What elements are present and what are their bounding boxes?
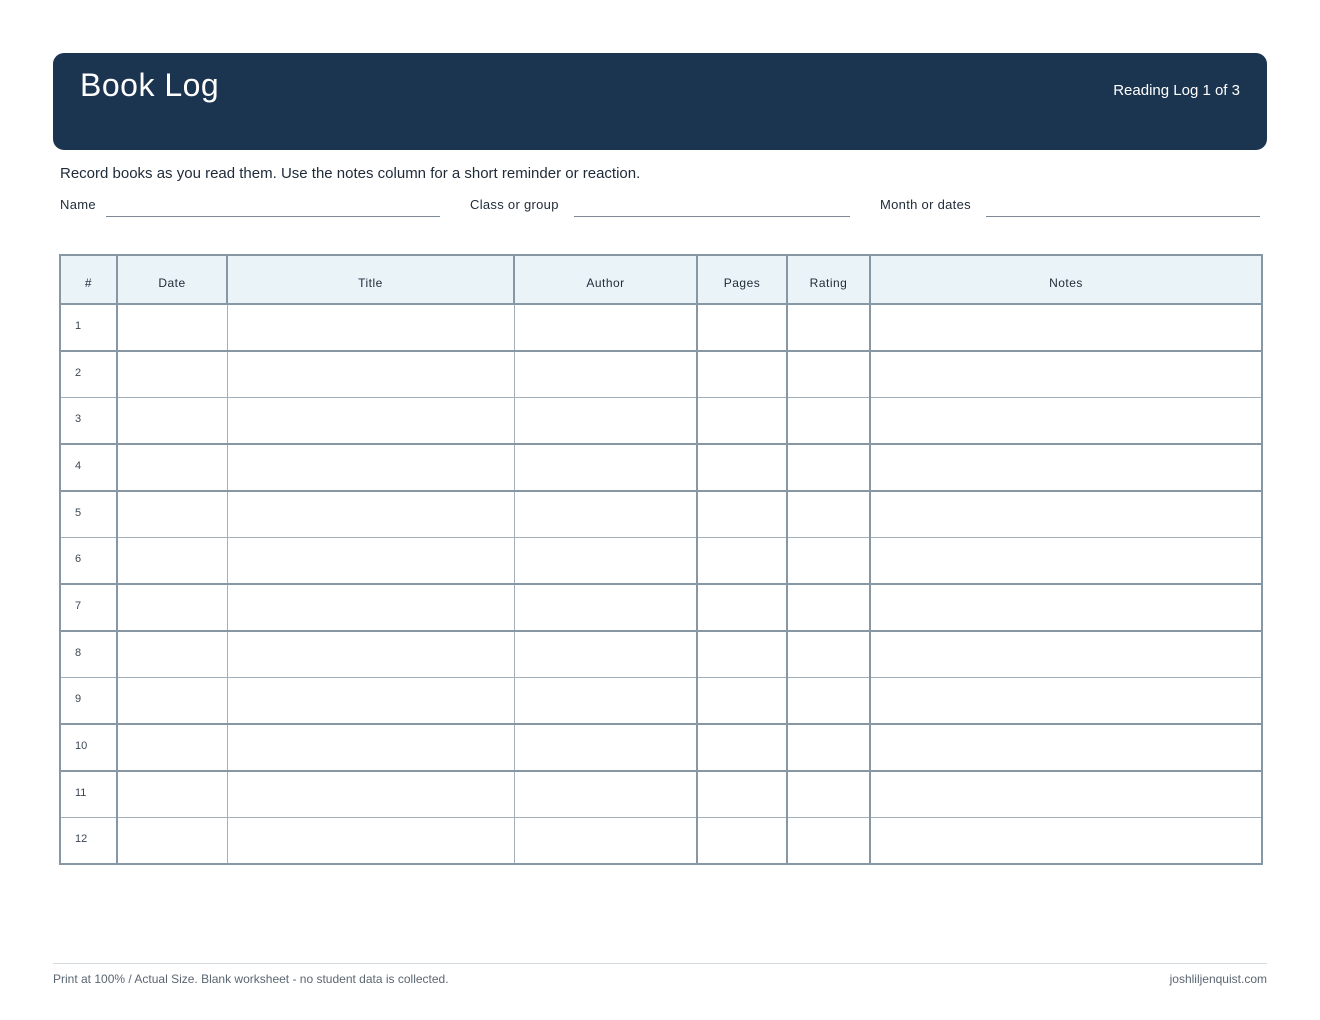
table-row [60,771,1262,818]
table-row [60,724,1262,771]
pages-cell[interactable] [697,491,787,538]
title-cell[interactable] [227,538,514,585]
pages-cell[interactable] [697,538,787,585]
notes-cell[interactable] [870,771,1262,818]
column-header-pages: Pages [697,255,787,304]
rating-cell[interactable] [787,584,870,631]
row-number: 1 [60,304,117,351]
table-row [60,538,1262,585]
pages-cell[interactable] [697,351,787,398]
author-cell[interactable] [514,678,697,725]
notes-cell[interactable] [870,678,1262,725]
row-number: 5 [60,491,117,538]
page-title: Book Log [80,67,220,103]
footer-site: joshliljenquist.com [1169,972,1267,986]
class-label: Class or group [470,197,559,212]
rating-cell[interactable] [787,771,870,818]
page-subtitle: Reading Log 1 of 3 [1113,82,1240,99]
table-row [60,351,1262,398]
title-cell[interactable] [227,771,514,818]
date-cell[interactable] [117,444,227,491]
pages-cell[interactable] [697,678,787,725]
date-cell[interactable] [117,771,227,818]
notes-cell[interactable] [870,538,1262,585]
author-cell[interactable] [514,538,697,585]
class-field[interactable] [574,216,850,217]
table-row [60,444,1262,491]
author-cell[interactable] [514,304,697,351]
table-row [60,584,1262,631]
column-header-number: # [60,255,117,304]
table-row [60,631,1262,678]
date-cell[interactable] [117,304,227,351]
pages-cell[interactable] [697,818,787,865]
footer-note: Print at 100% / Actual Size. Blank worksheet - no student data is collected. [53,972,449,986]
date-cell[interactable] [117,631,227,678]
notes-cell[interactable] [870,351,1262,398]
row-number: 6 [60,538,117,585]
rating-cell[interactable] [787,818,870,865]
author-cell[interactable] [514,724,697,771]
column-header-date: Date [117,255,227,304]
notes-cell[interactable] [870,444,1262,491]
page-header [53,53,1267,150]
rating-cell[interactable] [787,631,870,678]
notes-cell[interactable] [870,304,1262,351]
title-cell[interactable] [227,304,514,351]
row-number: 8 [60,631,117,678]
date-cell[interactable] [117,538,227,585]
pages-cell[interactable] [697,724,787,771]
notes-cell[interactable] [870,631,1262,678]
title-cell[interactable] [227,818,514,865]
title-cell[interactable] [227,678,514,725]
column-header-title: Title [227,255,514,304]
pages-cell[interactable] [697,631,787,678]
pages-cell[interactable] [697,771,787,818]
rating-cell[interactable] [787,678,870,725]
row-number: 7 [60,584,117,631]
date-cell[interactable] [117,818,227,865]
rating-cell[interactable] [787,444,870,491]
name-field[interactable] [106,216,440,217]
notes-cell[interactable] [870,584,1262,631]
rating-cell[interactable] [787,538,870,585]
row-number: 3 [60,398,117,445]
rating-cell[interactable] [787,304,870,351]
title-cell[interactable] [227,491,514,538]
title-cell[interactable] [227,398,514,445]
date-cell[interactable] [117,491,227,538]
table-row [60,678,1262,725]
month-label: Month or dates [880,197,971,212]
pages-cell[interactable] [697,584,787,631]
notes-cell[interactable] [870,491,1262,538]
author-cell[interactable] [514,351,697,398]
author-cell[interactable] [514,444,697,491]
title-cell[interactable] [227,724,514,771]
title-cell[interactable] [227,584,514,631]
rating-cell[interactable] [787,398,870,445]
month-field[interactable] [986,216,1260,217]
column-header-author: Author [514,255,697,304]
date-cell[interactable] [117,398,227,445]
name-label: Name [60,197,96,212]
rating-cell[interactable] [787,724,870,771]
date-cell[interactable] [117,724,227,771]
rating-cell[interactable] [787,351,870,398]
table-row [60,398,1262,445]
row-number: 9 [60,678,117,725]
row-number: 10 [60,724,117,771]
rating-cell[interactable] [787,491,870,538]
table-row [60,818,1262,865]
author-cell[interactable] [514,584,697,631]
title-cell[interactable] [227,631,514,678]
table-row [60,304,1262,351]
table-header-row [60,255,1262,304]
author-cell[interactable] [514,771,697,818]
pages-cell[interactable] [697,444,787,491]
notes-cell[interactable] [870,818,1262,865]
notes-cell[interactable] [870,724,1262,771]
table-row [60,491,1262,538]
row-number: 11 [60,771,117,818]
book-log-table [59,254,1263,865]
pages-cell[interactable] [697,304,787,351]
title-cell[interactable] [227,444,514,491]
author-cell[interactable] [514,631,697,678]
column-header-rating: Rating [787,255,870,304]
author-cell[interactable] [514,818,697,865]
title-cell[interactable] [227,351,514,398]
notes-cell[interactable] [870,398,1262,445]
author-cell[interactable] [514,398,697,445]
author-cell[interactable] [514,491,697,538]
date-cell[interactable] [117,351,227,398]
pages-cell[interactable] [697,398,787,445]
date-cell[interactable] [117,584,227,631]
row-number: 12 [60,818,117,865]
date-cell[interactable] [117,678,227,725]
row-number: 2 [60,351,117,398]
row-number: 4 [60,444,117,491]
footer-divider [53,963,1267,964]
instructions-text: Record books as you read them. Use the notes column for a short reminder or reaction. [60,165,641,182]
column-header-notes: Notes [870,255,1262,304]
